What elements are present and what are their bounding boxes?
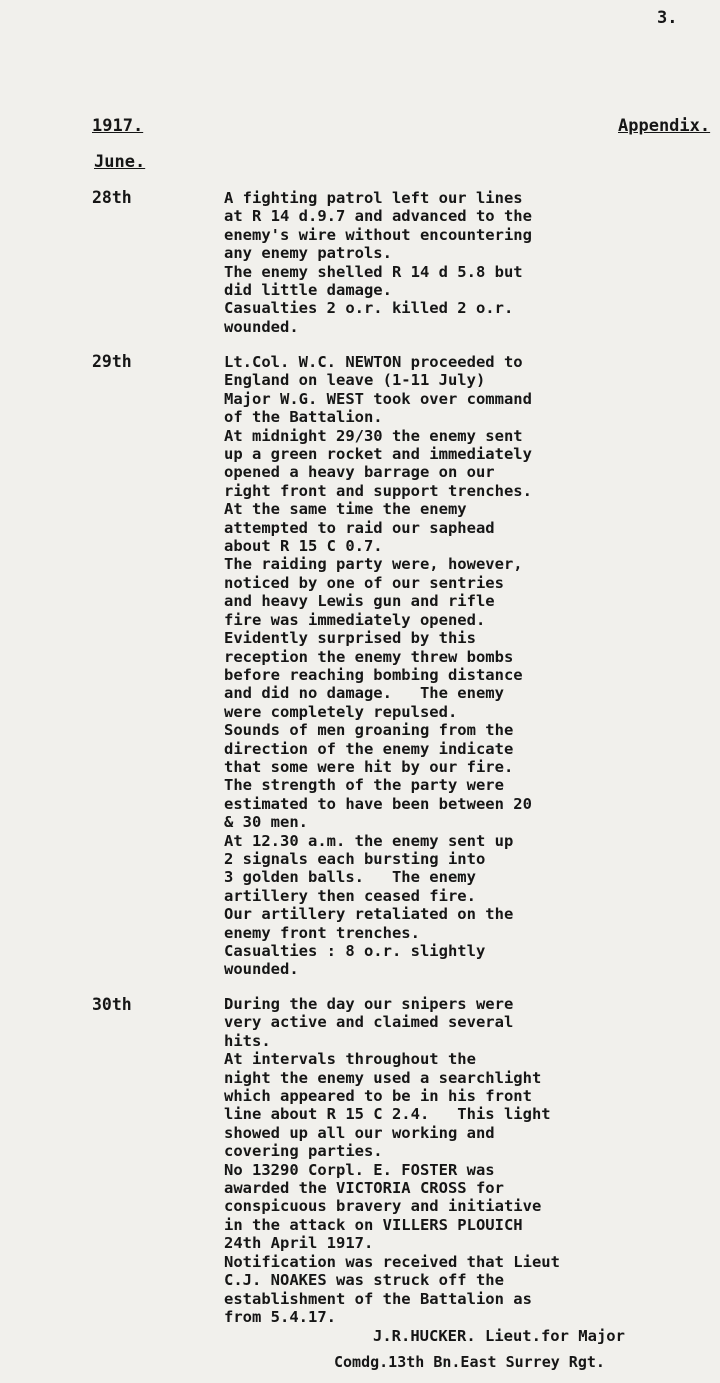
entry-line: England on leave (1-11 July) [224, 371, 486, 390]
entry-line: conspicuous bravery and initiative [224, 1197, 542, 1216]
entry-line: opened a heavy barrage on our [224, 463, 495, 482]
entry-line: At 12.30 a.m. the enemy sent up [224, 831, 514, 850]
entry-line: At midnight 29/30 the enemy sent [224, 426, 523, 445]
entry-line: covering parties. [224, 1142, 383, 1161]
entry-date-28th: 28th [92, 188, 132, 207]
entry-line: No 13290 Corpl. E. FOSTER was [224, 1160, 495, 1179]
entry-line: At the same time the enemy [224, 500, 467, 519]
signature-line-1: J.R.HUCKER. Lieut.for Major [373, 1327, 625, 1345]
entry-line: Notification was received that Lieut [224, 1252, 560, 1271]
entry-line: wounded. [224, 317, 299, 336]
entry-line: Major W.G. WEST took over command [224, 389, 532, 408]
entry-line: 2 signals each bursting into [224, 849, 486, 868]
entry-line: reception the enemy threw bombs [224, 647, 514, 666]
entry-line: from 5.4.17. [224, 1307, 336, 1326]
entry-body-28th [224, 189, 704, 336]
entry-line: Evidently surprised by this [224, 629, 476, 648]
page-number: 3. [657, 8, 678, 28]
entry-line: The enemy shelled R 14 d 5.8 but [224, 262, 523, 281]
entry-body-29th [224, 353, 704, 979]
entry-date-29th: 29th [92, 352, 132, 371]
entry-line: hits. [224, 1031, 271, 1050]
entry-line: very active and claimed several [224, 1013, 514, 1032]
entry-line: and heavy Lewis gun and rifle [224, 592, 495, 611]
entry-line: that some were hit by our fire. [224, 757, 514, 776]
entry-line: in the attack on VILLERS PLOUICH [224, 1215, 523, 1234]
entry-line: Sounds of men groaning from the [224, 721, 514, 740]
entry-line: which appeared to be in his front [224, 1087, 532, 1106]
entry-line: noticed by one of our sentries [224, 573, 504, 592]
entry-line: showed up all our working and [224, 1123, 495, 1142]
entry-line: up a green rocket and immediately [224, 445, 532, 464]
entry-line: & 30 men. [224, 813, 308, 832]
entry-line: fire was immediately opened. [224, 610, 486, 629]
entry-line: about R 15 C 0.7. [224, 537, 383, 556]
entry-body-30th [224, 995, 704, 1326]
entry-line: night the enemy used a searchlight [224, 1068, 542, 1087]
entry-line: right front and support trenches. [224, 481, 532, 500]
entry-line: did little damage. [224, 281, 392, 300]
signature-line-2: Comdg.13th Bn.East Surrey Rgt. [334, 1353, 605, 1371]
header-year: 1917. [92, 116, 144, 136]
entry-line: wounded. [224, 960, 299, 979]
entry-line: direction of the enemy indicate [224, 739, 514, 758]
entry-line: C.J. NOAKES was struck off the [224, 1271, 504, 1290]
entry-line: establishment of the Battalion as [224, 1289, 532, 1308]
entry-line: Lt.Col. W.C. NEWTON proceeded to [224, 353, 523, 371]
entry-line: artillery then ceased fire. [224, 886, 476, 905]
header-appendix: Appendix. [618, 116, 711, 136]
entry-line: awarded the VICTORIA CROSS for [224, 1179, 504, 1198]
entry-line: estimated to have been between 20 [224, 794, 532, 813]
entry-line: line about R 15 C 2.4. This light [224, 1105, 551, 1124]
entry-line: The raiding party were, however, [224, 555, 523, 574]
entry-line: During the day our snipers were [224, 995, 514, 1013]
entry-line: and did no damage. The enemy [224, 684, 504, 703]
entry-line: Our artillery retaliated on the [224, 905, 514, 924]
entry-line: Casualties 2 o.r. killed 2 o.r. [224, 299, 514, 318]
entry-line: before reaching bombing distance [224, 665, 523, 684]
entry-line: A fighting patrol left our lines [224, 189, 523, 207]
entry-line: attempted to raid our saphead [224, 518, 495, 537]
entry-line: The strength of the party were [224, 776, 504, 795]
entry-date-30th: 30th [92, 995, 132, 1014]
entry-line: any enemy patrols. [224, 244, 392, 263]
entry-line: enemy's wire without encountering [224, 225, 532, 244]
month-heading: June. [94, 152, 146, 172]
entry-line: enemy front trenches. [224, 923, 420, 942]
entry-line: At intervals throughout the [224, 1050, 476, 1069]
entry-line: 3 golden balls. The enemy [224, 868, 476, 887]
entry-line: at R 14 d.9.7 and advanced to the [224, 207, 532, 226]
entry-line: Casualties : 8 o.r. slightly [224, 942, 486, 960]
entry-line: of the Battalion. [224, 408, 383, 427]
entry-line: 24th April 1917. [224, 1234, 374, 1253]
entry-line: were completely repulsed. [224, 702, 458, 721]
